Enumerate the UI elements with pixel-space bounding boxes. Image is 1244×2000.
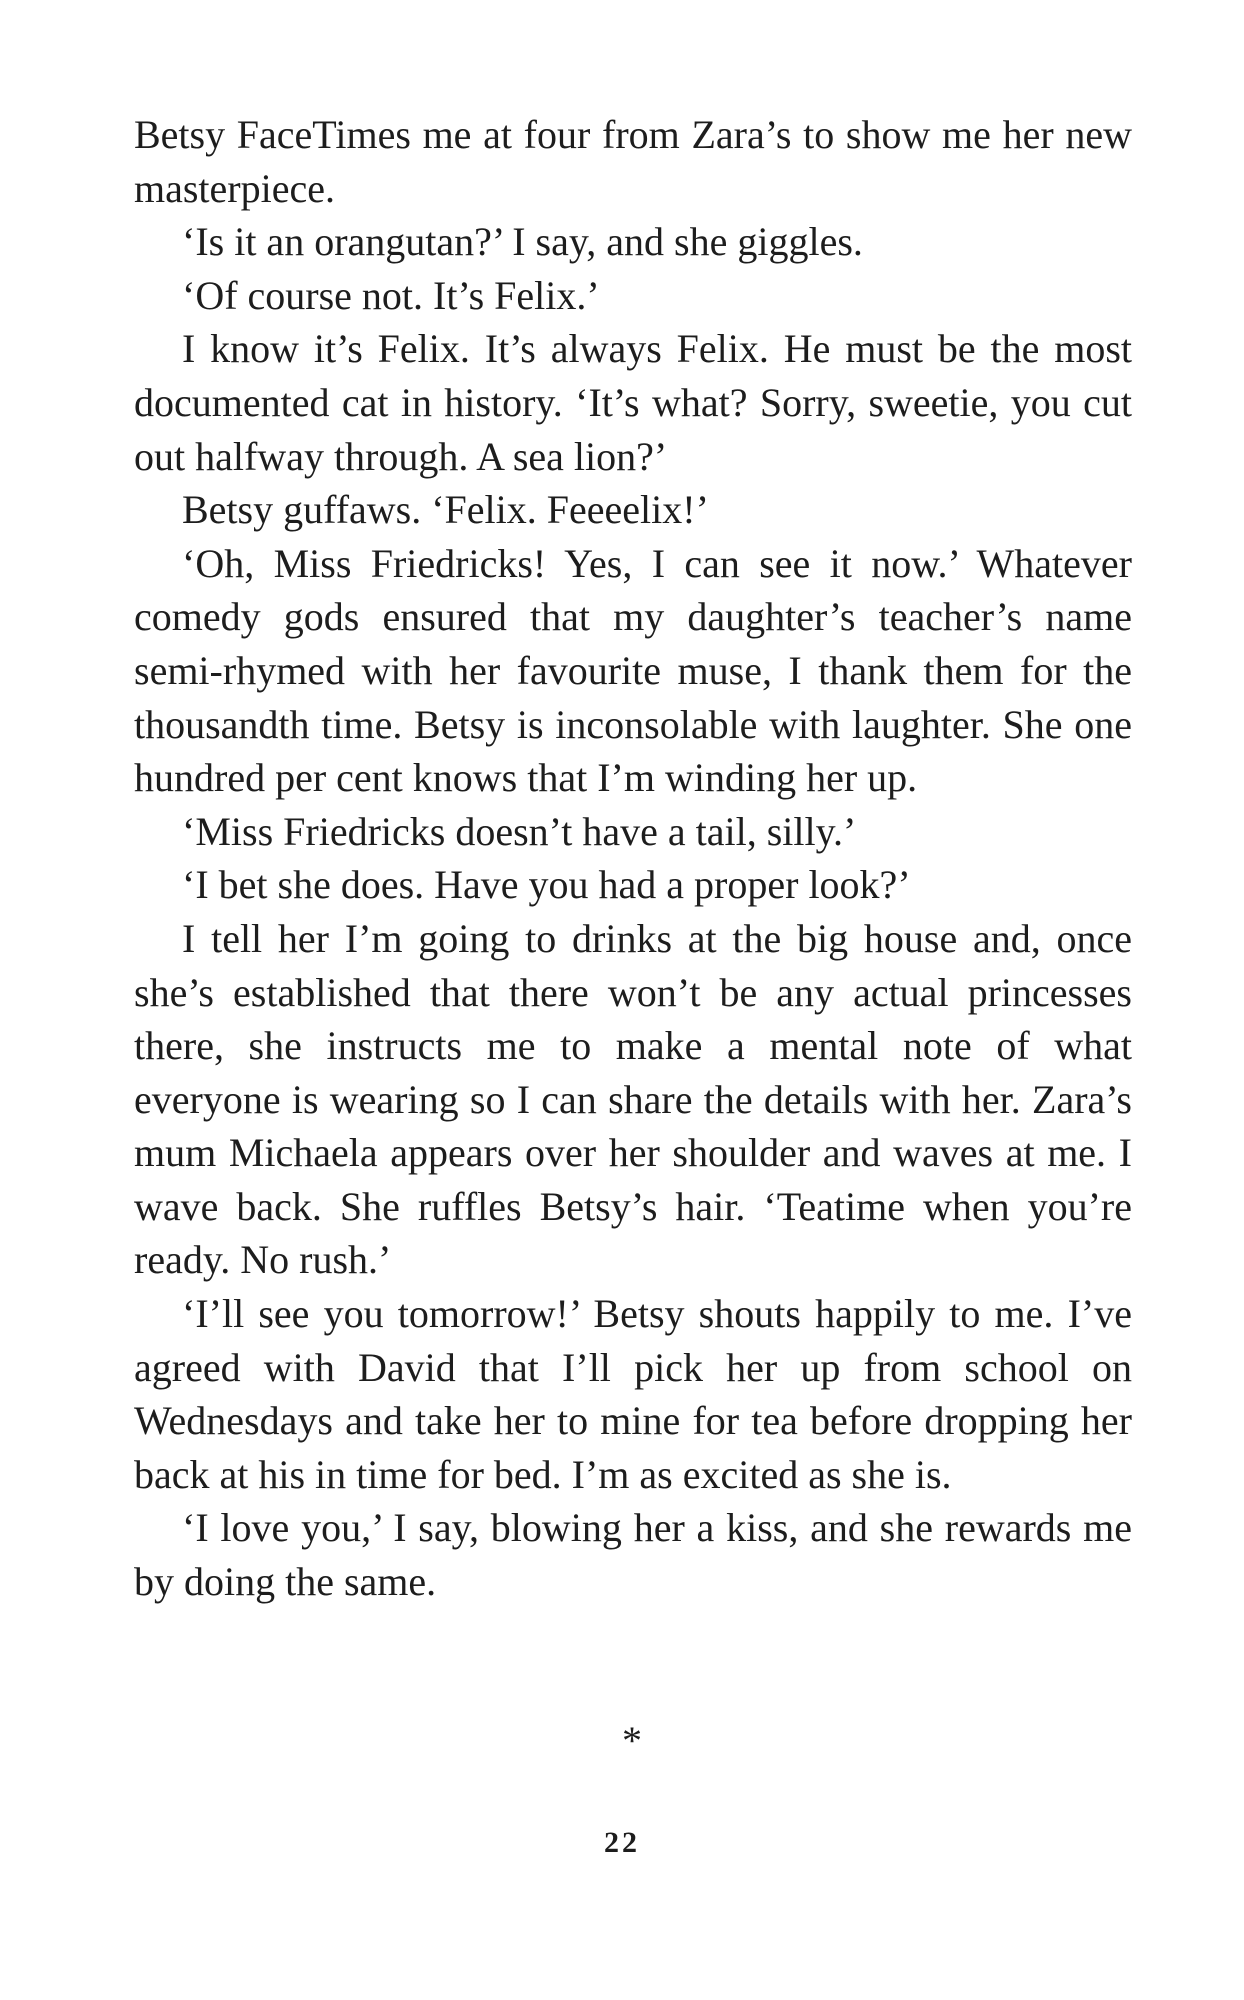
paragraph: I know it’s Felix. It’s always Felix. He must be the most documented cat in history. ‘It’s what? Sorry, sweetie, you cut out halfway through. A sea lion?’: [134, 326, 1132, 479]
paragraph: ‘Miss Friedricks doesn’t have a tail, silly.’: [182, 808, 857, 854]
page-number: 22: [604, 1826, 640, 1859]
paragraph: ‘Oh, Miss Friedricks! Yes, I can see it now.’ Whatever comedy gods ensured that my daughter’s teacher’s name semi-rhymed with her favourite muse, I thank them for the thousandth time. Betsy is inconsolable with laughter. She one hundred per cent knows that I’m winding her up.: [134, 540, 1132, 801]
paragraph: ‘I’ll see you tomorrow!’ Betsy shouts happily to me. I’ve agreed with David that I’ll pick her up from school on Wednesdays and take her to mine for tea before dropping her back at his in time for bed. I’m as excited as she is.: [134, 1291, 1132, 1497]
paragraph: Betsy FaceTimes me at four from Zara’s to show me her new masterpiece.: [134, 112, 1132, 211]
section-break: [0, 1716, 1244, 1766]
paragraph: Betsy guffaws. ‘Felix. Feeeelix!’: [182, 487, 709, 533]
paragraph: ‘I love you,’ I say, blowing her a kiss, and she rewards me by doing the same.: [134, 1505, 1132, 1605]
paragraph: ‘I bet she does. Have you had a proper look?’: [182, 862, 911, 908]
paragraph: ‘Is it an orangutan?’ I say, and she giggles.: [182, 219, 863, 265]
paragraph: ‘Of course not. It’s Felix.’: [182, 272, 600, 318]
paragraph: I tell her I’m going to drinks at the big house and, once she’s established that there won’t be any actual princesses there, she instructs me to make a mental note of what everyone is wearing so I can share the details with her. Zara’s mum Michaela appears over her shoulder and waves at me. I wave back. She ruffles Betsy’s hair. ‘Teatime when you’re ready. No rush.’: [134, 915, 1132, 1283]
body-text: [134, 108, 1132, 1609]
asterisk-separator: *: [622, 1718, 642, 1763]
